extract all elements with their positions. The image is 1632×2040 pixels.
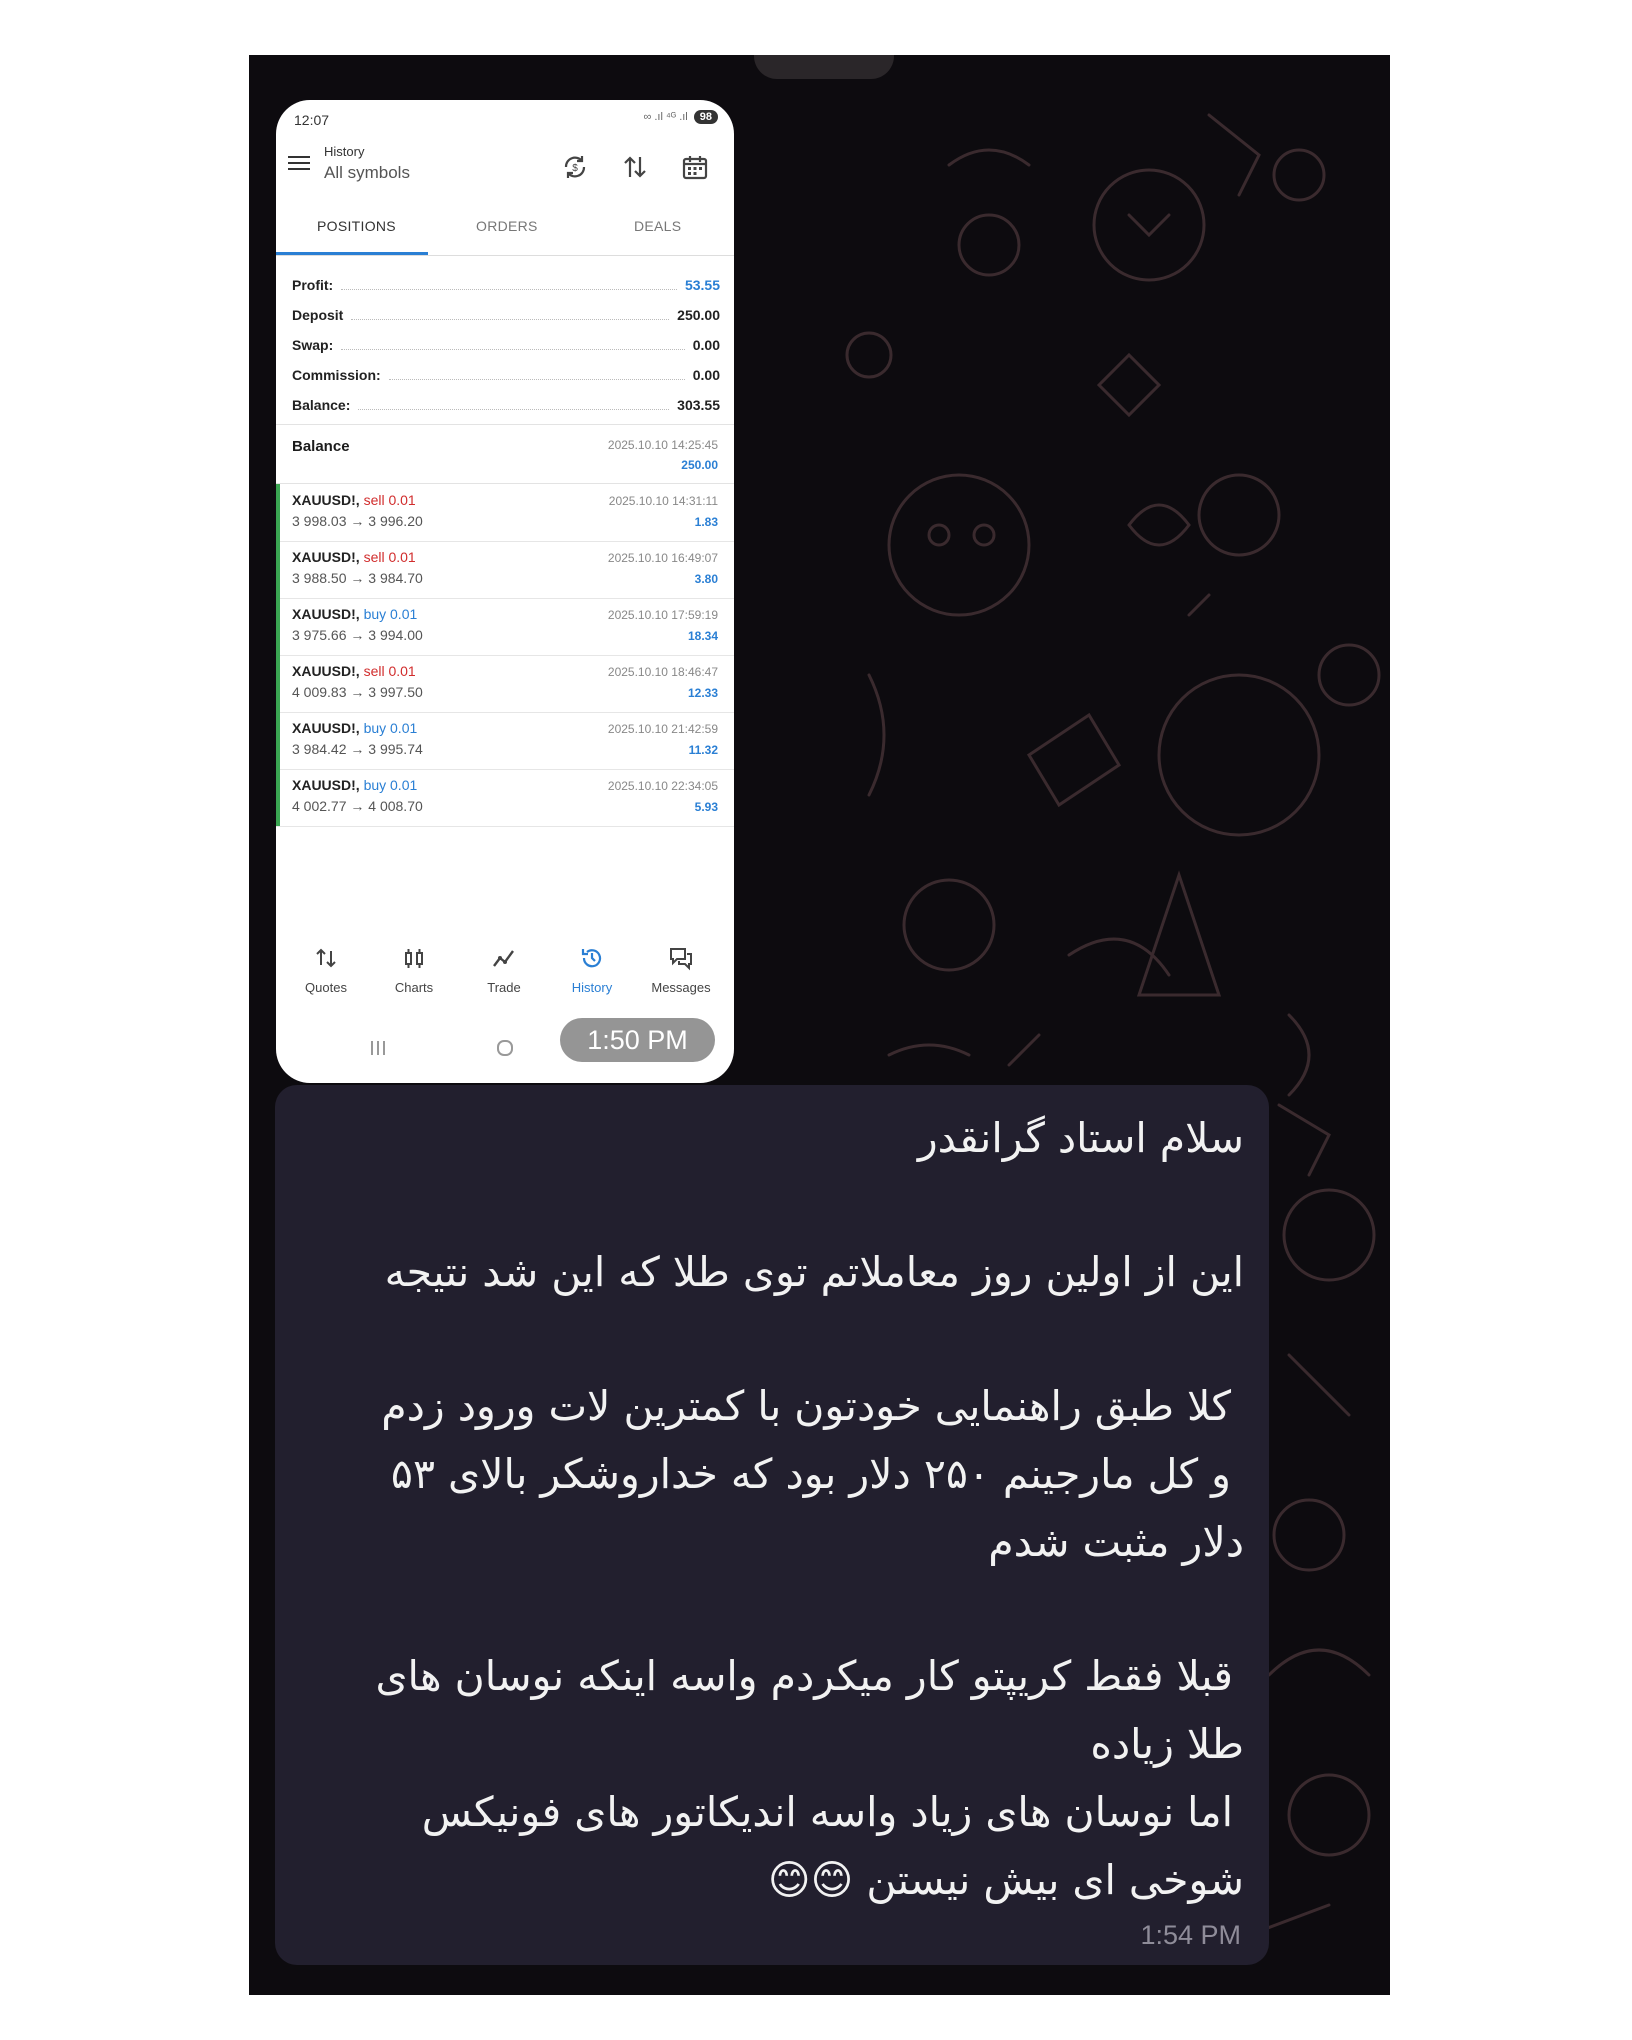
nav-label: History bbox=[571, 980, 613, 995]
message-line: این از اولین روز معاملاتم توی طلا که این شد نتیجه bbox=[384, 1248, 1244, 1296]
signal-icons: ∞ .ıl ⁴ᴳ .ıl bbox=[643, 111, 688, 123]
message-timestamp: 1:54 PM bbox=[1140, 1920, 1241, 1950]
trade-icon bbox=[491, 945, 517, 971]
deal-profit: 11.32 bbox=[688, 743, 718, 757]
status-icons bbox=[643, 110, 718, 124]
deal-prices: 3 988.50 → 3 984.70 bbox=[292, 570, 423, 586]
summary-label: Balance: bbox=[292, 397, 351, 413]
deal-date: 2025.10.10 14:31:11 bbox=[608, 494, 718, 508]
nav-history[interactable] bbox=[547, 945, 637, 995]
deal-volume: sell 0.01 bbox=[363, 492, 416, 508]
status-time: 12:07 bbox=[294, 112, 330, 128]
deal-symbol-line bbox=[292, 606, 417, 622]
deal-prices: 3 984.42 → 3 995.74 bbox=[292, 741, 423, 757]
deal-symbol: XAUUSD!, bbox=[292, 606, 360, 622]
date-pill bbox=[754, 55, 894, 79]
header-subtitle[interactable]: All symbols bbox=[324, 163, 410, 182]
summary-label: Swap: bbox=[292, 337, 334, 353]
deal-date: 2025.10.10 18:46:47 bbox=[607, 665, 718, 679]
deal-row[interactable] bbox=[276, 769, 734, 827]
account-summary bbox=[292, 270, 720, 420]
message-line: سلام استاد گرانقدر bbox=[917, 1114, 1244, 1162]
nav-messages[interactable] bbox=[636, 945, 726, 995]
balance-entry-value: 250.00 bbox=[681, 458, 718, 472]
sort-icon[interactable] bbox=[620, 152, 650, 182]
battery-badge: 98 bbox=[694, 110, 718, 124]
deal-symbol: XAUUSD!, bbox=[292, 720, 360, 736]
summary-label: Deposit bbox=[292, 307, 344, 323]
deal-symbol: XAUUSD!, bbox=[292, 549, 360, 565]
message-line: شوخی ای بیش نیستن 😊😊 bbox=[767, 1856, 1244, 1904]
message-line: کلا طبق راهنمایی خودتون با کمترین لات ورود زدم bbox=[381, 1382, 1231, 1430]
summary-label: Commission: bbox=[292, 367, 381, 383]
deal-symbol-line bbox=[292, 549, 416, 565]
summary-deposit bbox=[292, 300, 720, 330]
nav-label: Quotes bbox=[305, 980, 347, 995]
header-title: History bbox=[324, 144, 365, 159]
summary-value: 53.55 bbox=[684, 277, 720, 293]
tab-deals[interactable]: DEALS bbox=[634, 218, 682, 234]
summary-value: 303.55 bbox=[677, 397, 720, 413]
summary-swap bbox=[292, 330, 720, 360]
summary-commission bbox=[292, 360, 720, 390]
deal-row[interactable] bbox=[276, 655, 734, 713]
summary-profit bbox=[292, 270, 720, 300]
nav-trade[interactable] bbox=[459, 945, 549, 995]
tab-bar bbox=[276, 200, 734, 256]
deal-profit: 3.80 bbox=[694, 572, 718, 586]
deal-status-bar bbox=[276, 655, 280, 712]
balance-entry-title: Balance bbox=[292, 438, 350, 455]
deal-symbol-line bbox=[292, 663, 416, 679]
balance-entry[interactable] bbox=[276, 426, 734, 483]
message-line: و کل مارجینم ۲۵۰ دلار بود که خداروشکر بالای ۵۳ bbox=[390, 1450, 1231, 1498]
svg-text:$: $ bbox=[572, 163, 578, 174]
deal-row[interactable] bbox=[276, 712, 734, 770]
deal-status-bar bbox=[276, 598, 280, 655]
deal-row[interactable] bbox=[276, 541, 734, 599]
deal-prices: 4 009.83 → 3 997.50 bbox=[292, 684, 423, 700]
image-timestamp: 1:50 PM bbox=[560, 1018, 715, 1062]
nav-quotes[interactable] bbox=[281, 945, 371, 995]
summary-label: Profit: bbox=[292, 277, 334, 293]
deal-status-bar bbox=[276, 769, 280, 826]
summary-value: 250.00 bbox=[677, 307, 720, 323]
deal-profit: 5.93 bbox=[694, 800, 718, 814]
deal-row[interactable] bbox=[276, 484, 734, 542]
message-line: طلا زیاده bbox=[1090, 1720, 1244, 1768]
message-line: اما نوسان های زیاد واسه اندیکاتور های فونیکس bbox=[421, 1788, 1233, 1836]
tab-positions[interactable]: POSITIONS bbox=[317, 218, 396, 234]
deal-row[interactable] bbox=[276, 598, 734, 656]
balance-entry-date: 2025.10.10 14:25:45 bbox=[607, 438, 718, 452]
nav-label: Messages bbox=[651, 980, 711, 995]
deal-symbol-line bbox=[292, 777, 417, 793]
quotes-icon bbox=[313, 945, 339, 971]
deal-volume: sell 0.01 bbox=[363, 663, 416, 679]
deal-symbol-line bbox=[292, 720, 417, 736]
deal-symbol: XAUUSD!, bbox=[292, 492, 360, 508]
bottom-navigation bbox=[276, 945, 734, 1017]
deal-profit: 18.34 bbox=[687, 629, 718, 643]
deal-date: 2025.10.10 22:34:05 bbox=[607, 779, 718, 793]
deal-volume: buy 0.01 bbox=[363, 720, 418, 736]
deal-status-bar bbox=[276, 712, 280, 769]
deal-volume: buy 0.01 bbox=[363, 777, 418, 793]
nav-label: Trade bbox=[487, 980, 521, 995]
chat-background bbox=[249, 55, 1390, 1995]
deal-volume: sell 0.01 bbox=[363, 549, 416, 565]
tab-orders[interactable]: ORDERS bbox=[476, 218, 538, 234]
summary-value: 0.00 bbox=[692, 337, 720, 353]
deal-profit: 1.83 bbox=[694, 515, 718, 529]
nav-charts[interactable] bbox=[369, 945, 459, 995]
charts-icon bbox=[401, 945, 427, 971]
deal-symbol: XAUUSD!, bbox=[292, 663, 360, 679]
messages-icon bbox=[668, 945, 694, 971]
deal-status-bar bbox=[276, 484, 280, 541]
deal-date: 2025.10.10 16:49:07 bbox=[607, 551, 718, 565]
recent-apps-icon[interactable] bbox=[368, 1038, 388, 1058]
deal-date: 2025.10.10 21:42:59 bbox=[607, 722, 718, 736]
nav-label: Charts bbox=[394, 980, 434, 995]
deal-volume: buy 0.01 bbox=[363, 606, 418, 622]
home-icon[interactable] bbox=[495, 1038, 515, 1058]
message-bubble[interactable] bbox=[275, 1085, 1269, 1965]
deal-symbol: XAUUSD!, bbox=[292, 777, 360, 793]
divider bbox=[276, 424, 734, 425]
history-icon bbox=[579, 945, 605, 971]
message-line: قبلا فقط کریپتو کار میکردم واسه اینکه نوسان های bbox=[375, 1652, 1233, 1700]
deal-symbol-line bbox=[292, 492, 416, 508]
menu-icon[interactable] bbox=[288, 156, 310, 172]
deal-prices: 3 975.66 → 3 994.00 bbox=[292, 627, 423, 643]
deal-profit: 12.33 bbox=[687, 686, 718, 700]
summary-value: 0.00 bbox=[692, 367, 720, 383]
deal-prices: 3 998.03 → 3 996.20 bbox=[292, 513, 423, 529]
calendar-icon[interactable] bbox=[680, 152, 710, 182]
deal-prices: 4 002.77 → 4 008.70 bbox=[292, 798, 423, 814]
deal-date: 2025.10.10 17:59:19 bbox=[607, 608, 718, 622]
message-line: دلار مثبت شدم bbox=[988, 1518, 1244, 1566]
active-tab-indicator bbox=[276, 252, 428, 255]
trading-app-screenshot[interactable] bbox=[276, 100, 734, 1083]
summary-balance bbox=[292, 390, 720, 420]
deal-status-bar bbox=[276, 541, 280, 598]
history-sync-icon[interactable] bbox=[560, 152, 590, 182]
